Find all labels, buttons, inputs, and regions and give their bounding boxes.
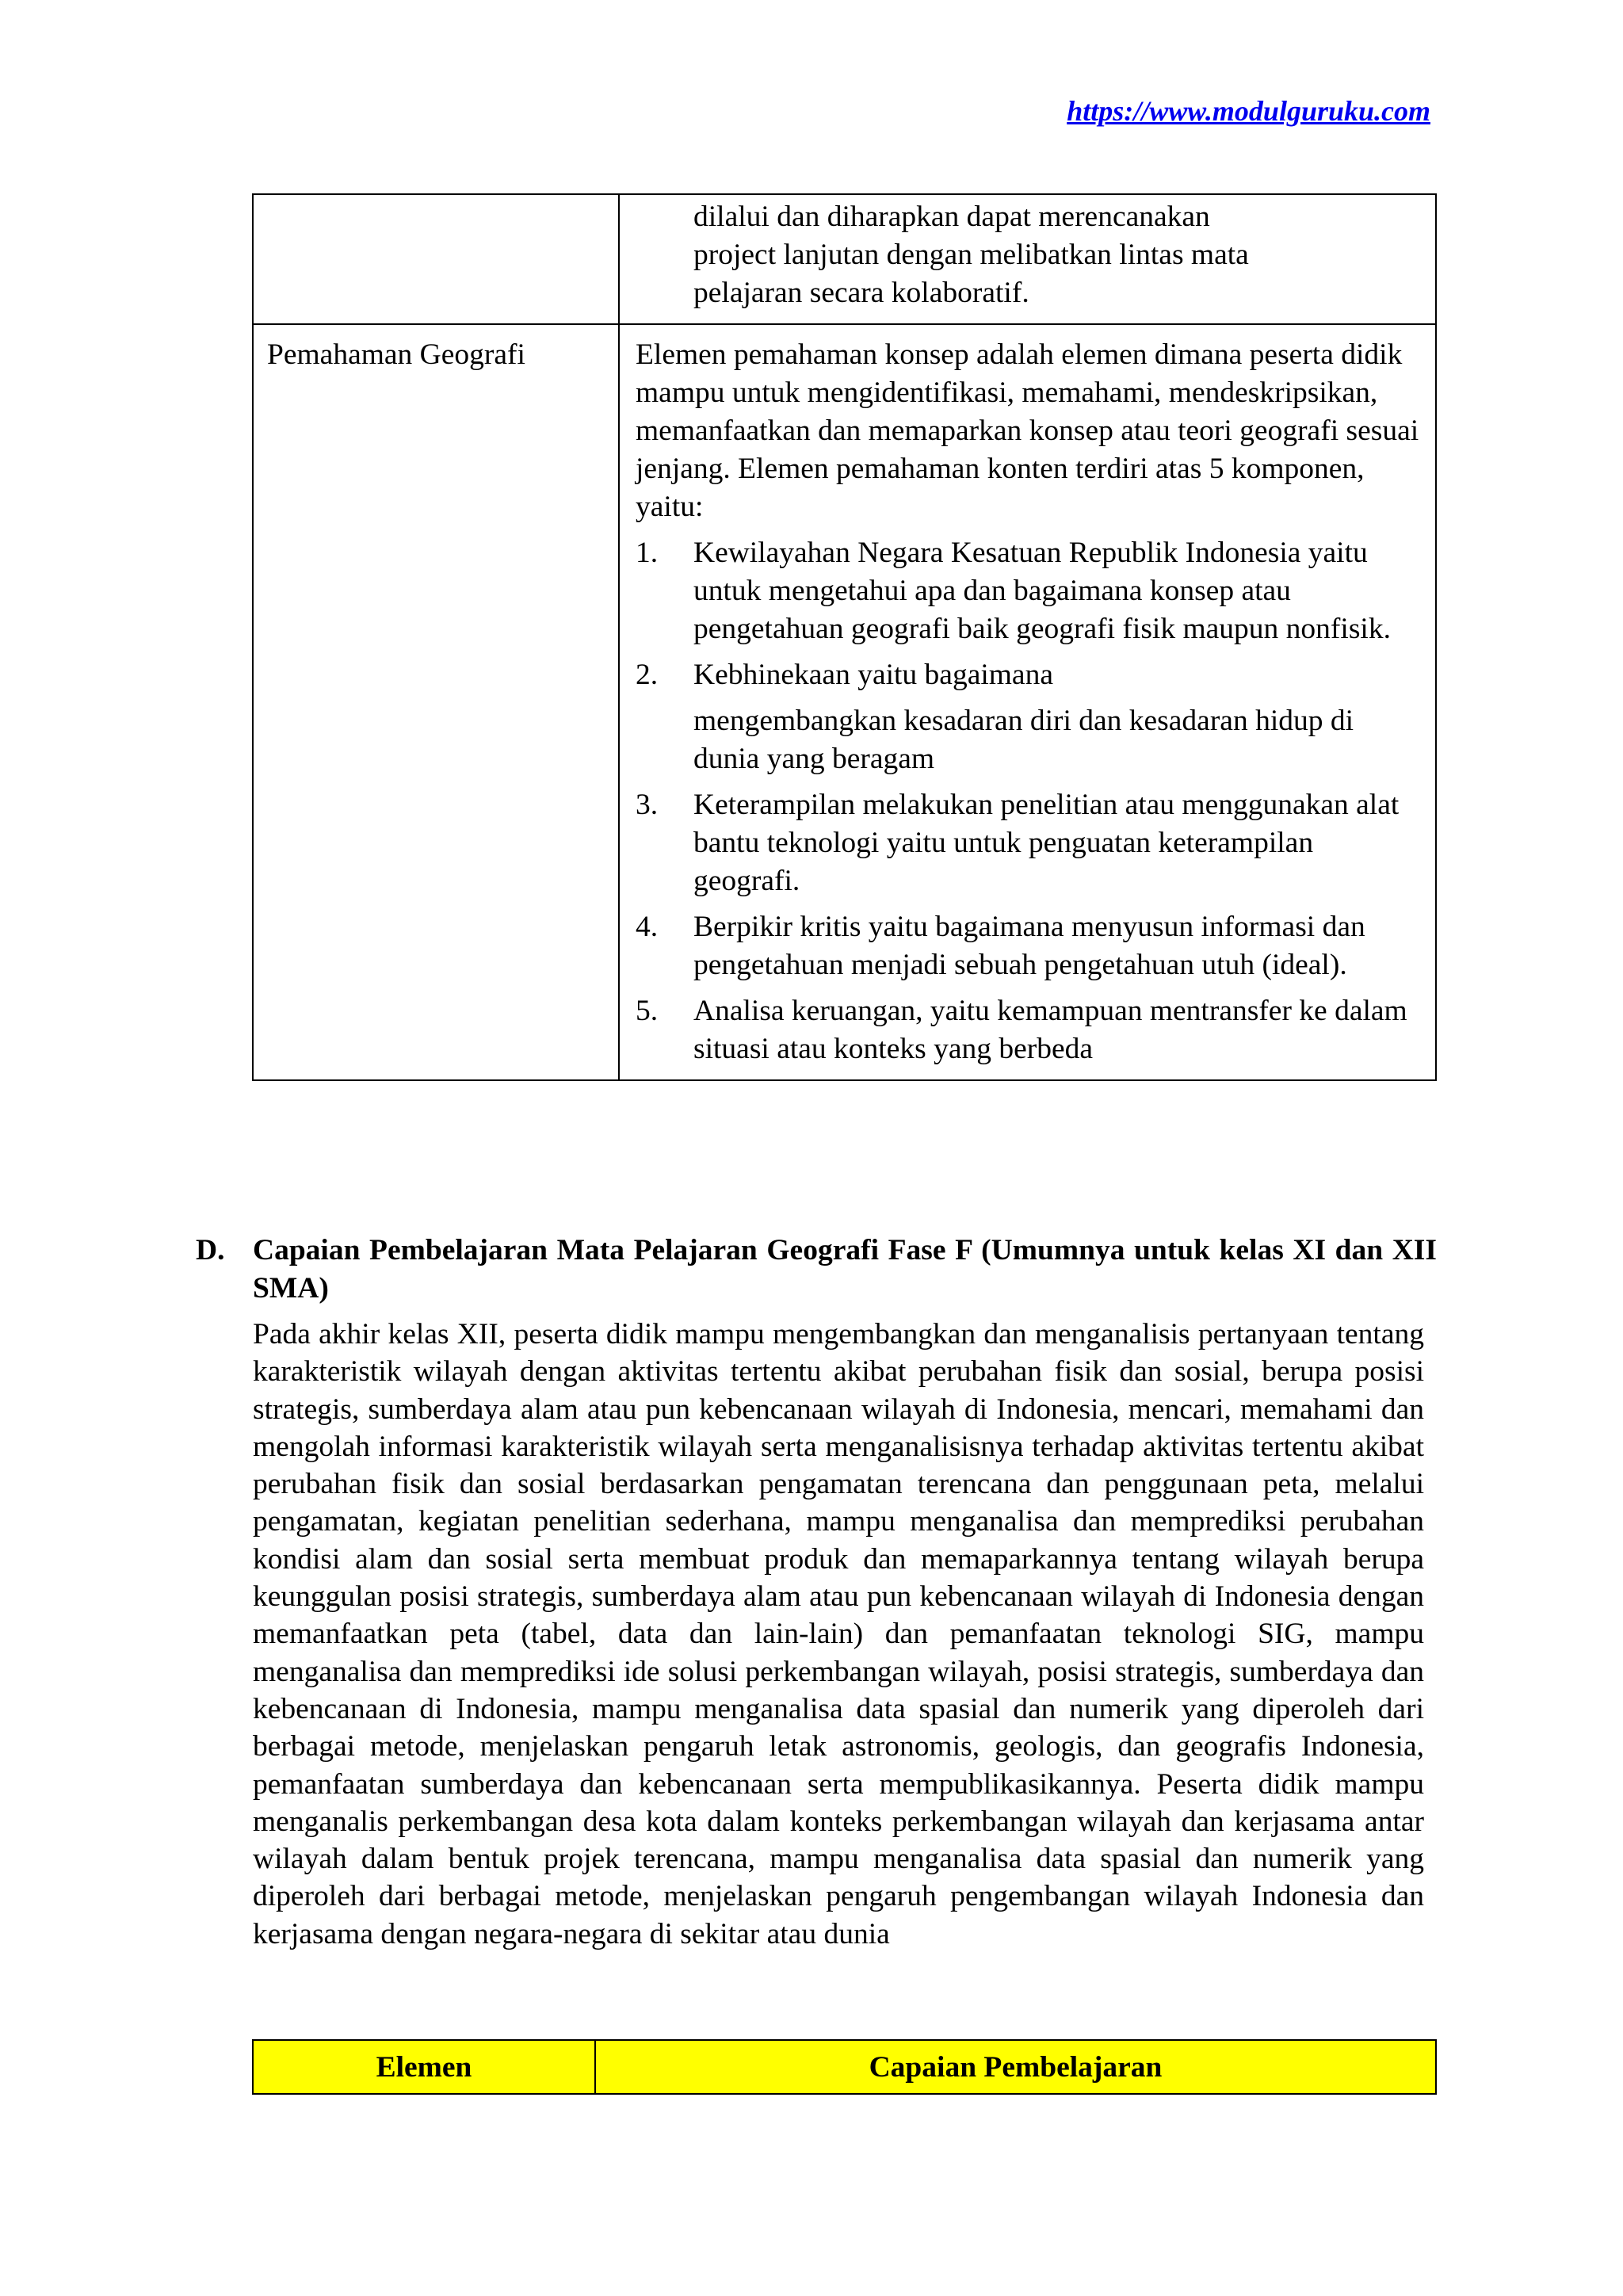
section-title: Capaian Pembelajaran Mata Pelajaran Geografi Fase F (Umumnya untuk kelas XI dan XII SMA) [253, 1234, 1437, 1305]
website-link[interactable]: https://www.modulguruku.com [1067, 95, 1430, 127]
list-number: 2. [636, 659, 659, 691]
table-cell-continuation [619, 194, 1436, 324]
list-number: 1. [636, 537, 659, 569]
list-text: Analisa keruangan, yaitu kemampuan mentransfer ke dalam situasi atau konteks yang berbeda [693, 995, 1407, 1065]
continuation-line: dilalui dan diharapkan dapat merencanakan [693, 201, 1210, 233]
continuation-line: pelajaran secara kolaboratif. [693, 277, 1029, 309]
list-item [636, 656, 1419, 694]
section-paragraph: Pada akhir kelas XII, peserta didik mampu mengembangkan dan menganalisis pertanyaan tentang karakteristik wilayah dengan aktivitas tertentu akibat perubahan fisik dan sosial, berupa posisi strategis, sumberdaya alam atau pun kebencanaan wilayah di Indonesia, mencari, memahami dan mengolah informasi karakteristik wilayah serta menganalisisnya terhadap aktivitas tertentu akibat perubahan fisik dan sosial berdasarkan pengamatan terencana dan penggunaan peta, melalui pengamatan, kegiatan penelitian sederhana, mampu menganalisa dan memprediksi perubahan kondisi alam dan sosial serta membuat produk dan memaparkannya tentang wilayah berupa keunggulan posisi strategis, sumberdaya alam atau pun kebencanaan wilayah di Indonesia dengan memanfaatkan peta (tabel, data dan lain-lain) dan pemanfaatan teknologi SIG, mampu menganalisa dan memprediksi ide solusi perkembangan wilayah, posisi strategis, sumberdaya dan kebencanaan di Indonesia, mampu menganalisa data spasial dan numerik yang diperoleh dari berbagai metode, menjelaskan pengaruh letak astronomis, geologis, dan geografis Indonesia, pemanfaatan sumberdaya dan kebencanaan serta mempublikasikannya. Peserta didik mampu menganalis perkembangan desa kota dalam konteks perkembangan wilayah dan kerjasama antar wilayah dalam bentuk projek terencana, mampu menganalisa data spasial dan numerik yang diperoleh dari berbagai metode, menjelaskan pengaruh pengembangan wilayah Indonesia dan kerjasama dengan negara-negara di sekitar atau dunia [253, 1318, 1424, 1950]
list-item [636, 786, 1419, 900]
list-text: Kewilayahan Negara Kesatuan Republik Indonesia yaitu untuk mengetahui apa dan bagaimana konsep atau pengetahuan geografi baik geografi fisik maupun nonfisik. [693, 537, 1391, 645]
list-number: 5. [636, 995, 659, 1027]
list-number: 3. [636, 789, 659, 821]
element-name-cell [253, 324, 619, 1080]
list-item [636, 534, 1419, 648]
elements-table [252, 193, 1437, 1081]
list-text: Kebhinekaan yaitu bagaimana [693, 659, 1053, 691]
header-elemen: Elemen [253, 2040, 595, 2094]
table-row [253, 324, 1436, 1080]
component-list [636, 534, 1419, 1068]
element-name: Pemahaman Geografi [267, 338, 525, 371]
table-header-row [253, 2040, 1436, 2094]
continuation-line: project lanjutan dengan melibatkan lintas mata [693, 239, 1249, 271]
list-item [636, 992, 1419, 1068]
section-d-heading [196, 1232, 1437, 1308]
list-item [636, 908, 1419, 984]
capaian-table [252, 2039, 1437, 2095]
table-cell-empty [253, 194, 619, 324]
list-text: Keterampilan melakukan penelitian atau menggunakan alat bantu teknologi yaitu untuk penguatan keterampilan geografi. [693, 789, 1400, 897]
element-description-cell [619, 324, 1436, 1080]
list-number: 4. [636, 911, 659, 943]
element-intro: Elemen pemahaman konsep adalah elemen dimana peserta didik mampu untuk mengidentifikasi, memahami, mendeskripsikan, memanfaatkan dan memaparkan konsep atau teori geografi sesuai jenjang. Elemen pemahaman konten terdiri atas 5 komponen, yaitu: [636, 338, 1419, 523]
header-capaian: Capaian Pembelajaran [595, 2040, 1436, 2094]
section-letter: D. [196, 1234, 225, 1266]
list-text-continuation: mengembangkan kesadaran diri dan kesadaran hidup di dunia yang beragam [693, 705, 1354, 775]
list-text: Berpikir kritis yaitu bagaimana menyusun informasi dan pengetahuan menjadi sebuah pengetahuan utuh (ideal). [693, 911, 1365, 981]
table-row [253, 194, 1436, 324]
